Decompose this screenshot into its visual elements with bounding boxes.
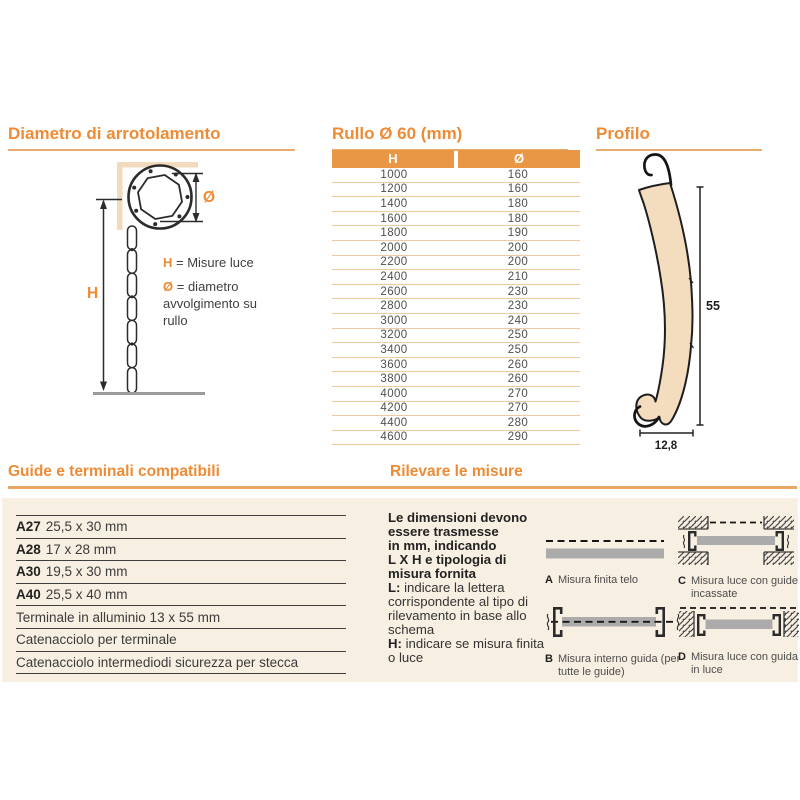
profile-width-label: 12,8 [654,440,678,452]
table-row [332,241,580,256]
legend-h-symbol: H [163,255,173,270]
list-item [16,583,346,606]
diagram-caption-text: Misura luce con guide incassate [690,575,798,600]
cell-diameter: 160 [507,183,529,196]
left-guide [697,614,706,636]
cell-diameter: 250 [507,329,529,342]
diagram-c-caption [678,575,800,601]
profile-slat-body [636,183,692,424]
intro-line: L X H e tipologia di [388,552,507,567]
diagram-legend [163,254,279,336]
table-row [332,212,580,227]
diagram-letter: A [545,574,553,586]
table-header-row [332,150,580,168]
list-item [16,560,346,583]
table-row [332,256,580,271]
curtain-bar [546,549,664,559]
cell-h: 2800 [380,300,408,313]
item-text: 19,5 x 30 mm [45,564,128,580]
table-row [332,431,580,446]
roll-up-diagram [8,150,308,410]
profile-top-hook [644,154,671,185]
table-row [332,299,580,314]
table-row [332,226,580,241]
diagram-caption-text: Misura luce con guida in luce [690,651,798,676]
cell-diameter: 270 [507,402,529,415]
cell-h: 2000 [380,241,408,254]
table-row [332,402,580,417]
list-item [16,628,346,651]
item-text: Terminale in alluminio 13 x 55 mm [16,609,221,625]
h-dimension-label: H [87,285,99,302]
intro-line: misura fornita [388,566,476,581]
legend-diameter-line [163,278,279,329]
cell-h: 4600 [380,431,408,444]
h-instruction [388,637,550,665]
diagram-b-caption [545,653,685,679]
item-code: A28 [16,541,41,557]
diagram-a [545,538,679,587]
column-header-h: H [332,150,454,168]
diagram-letter: C [678,575,686,587]
cell-h: 4400 [380,416,408,429]
cell-diameter: 210 [507,270,529,283]
cell-h: 2200 [380,256,408,269]
diagram-d-drawing [678,602,800,642]
slat-profile-drawing [596,152,796,452]
item-text: 25,5 x 30 mm [45,519,128,535]
table-row [332,270,580,285]
curtain-bar [697,536,775,545]
wall-break-right [787,535,788,548]
diameter-dimension-label: Ø [203,189,216,206]
list-item [16,605,346,628]
table-row [332,168,580,183]
table-row [332,372,580,387]
item-text: Catenacciolo per terminale [16,632,177,648]
cell-diameter: 230 [507,285,529,298]
h-label: H: [388,636,402,651]
cell-diameter: 280 [507,416,529,429]
wall-break-left [547,614,548,630]
table-row [332,416,580,431]
cell-h: 1200 [380,183,408,196]
arrow-up [100,200,107,210]
diagram-a-caption [545,574,679,587]
table-row [332,314,580,329]
cell-h: 3600 [380,358,408,371]
roller-size-table [332,150,580,445]
cell-h: 2400 [380,270,408,283]
cell-diameter: 250 [507,343,529,356]
curtain-bar [706,620,773,630]
table-row [332,183,580,198]
diagram-letter: D [678,651,686,663]
l-label: L: [388,580,401,595]
left-guide [688,531,697,551]
diagram-c [678,510,800,601]
table-row [332,329,580,344]
measure-instructions [388,511,550,665]
section-title-profilo: Profilo [596,124,762,151]
wall-hatch [784,611,799,637]
cell-diameter: 230 [507,300,529,313]
table-row [332,285,580,300]
diagram-b [545,604,685,679]
section-title-misure: Rilevare le misure [390,463,523,480]
table-row [332,197,580,212]
cell-diameter: 180 [507,197,529,210]
cell-h: 4200 [380,402,408,415]
cell-h: 1000 [380,168,408,181]
diagram-d-caption [678,651,800,677]
l-text: indicare la lettera corrispondente al tipo di rilevamento in base allo schema [388,580,529,637]
diagram-a-drawing [545,538,677,560]
wall-hatch [678,516,708,529]
list-item [16,538,346,561]
height-dimension-line [697,187,704,425]
intro-line: essere trasmesse [388,524,499,539]
item-code: A40 [16,587,41,603]
section-title-rullo: Rullo Ø 60 (mm) [332,124,568,151]
diagram-letter: B [545,653,553,665]
cell-diameter: 270 [507,387,529,400]
wall-hatch [764,516,794,529]
item-text: 25,5 x 40 mm [45,587,128,603]
l-instruction [388,581,550,637]
diagram-b-drawing [545,604,681,642]
cell-h: 3800 [380,373,408,386]
item-code: A30 [16,564,41,580]
legend-diameter-text: = diametro avvolgimento su rullo [163,279,257,328]
width-dimension-line [640,430,693,437]
right-guide [776,531,785,551]
cell-diameter: 240 [507,314,529,327]
cell-diameter: 260 [507,373,529,386]
cell-h: 4000 [380,387,408,400]
cell-diameter: 260 [507,358,529,371]
wall-hatch [764,552,794,565]
cell-diameter: 200 [507,256,529,269]
section-title-guide: Guide e terminali compatibili [8,463,220,480]
cell-diameter: 200 [507,241,529,254]
table-row [332,358,580,373]
wall-hatch [678,552,708,565]
item-text: 17 x 28 mm [45,541,117,557]
cell-h: 3400 [380,343,408,356]
legend-diameter-symbol: Ø [163,279,174,294]
arrow-down [100,382,107,392]
legend-h-text: = Misure luce [176,255,254,270]
section-divider [8,486,797,489]
cell-h: 1600 [380,212,408,225]
table-row [332,387,580,402]
cell-h: 1400 [380,197,408,210]
compatible-guides-list [16,515,346,674]
profile-height-label: 55 [706,299,720,313]
intro-line: Le dimensioni devono [388,510,528,525]
diagram-caption-text: Misura interno guida (per tutte le guide) [557,653,681,678]
cell-h: 1800 [380,227,408,240]
wall-hatch [679,611,694,637]
right-guide [773,614,782,636]
cell-diameter: 180 [507,212,529,225]
cell-h: 3200 [380,329,408,342]
wall-break-left [683,535,684,548]
item-text: Catenacciolo intermediodi sicurezza per stecca [16,654,299,670]
diagram-d [678,602,800,677]
h-text: indicare se misura finita o luce [388,636,545,665]
cell-h: 3000 [380,314,408,327]
diagram-caption-text: Misura finita telo [557,574,639,586]
list-item [16,651,346,675]
cell-diameter: 290 [507,431,529,444]
section-title-diametro: Diametro di arrotolamento [8,124,295,151]
intro-line: in mm, indicando [388,538,497,553]
diagram-c-drawing [678,510,794,566]
cell-h: 2600 [380,285,408,298]
column-header-diameter: Ø [458,150,580,168]
roll-inner-slats [138,175,182,219]
cell-diameter: 190 [507,227,529,240]
legend-h-line [163,254,279,271]
list-item [16,515,346,538]
table-row [332,343,580,358]
cell-diameter: 160 [507,168,529,181]
item-code: A27 [16,519,41,535]
